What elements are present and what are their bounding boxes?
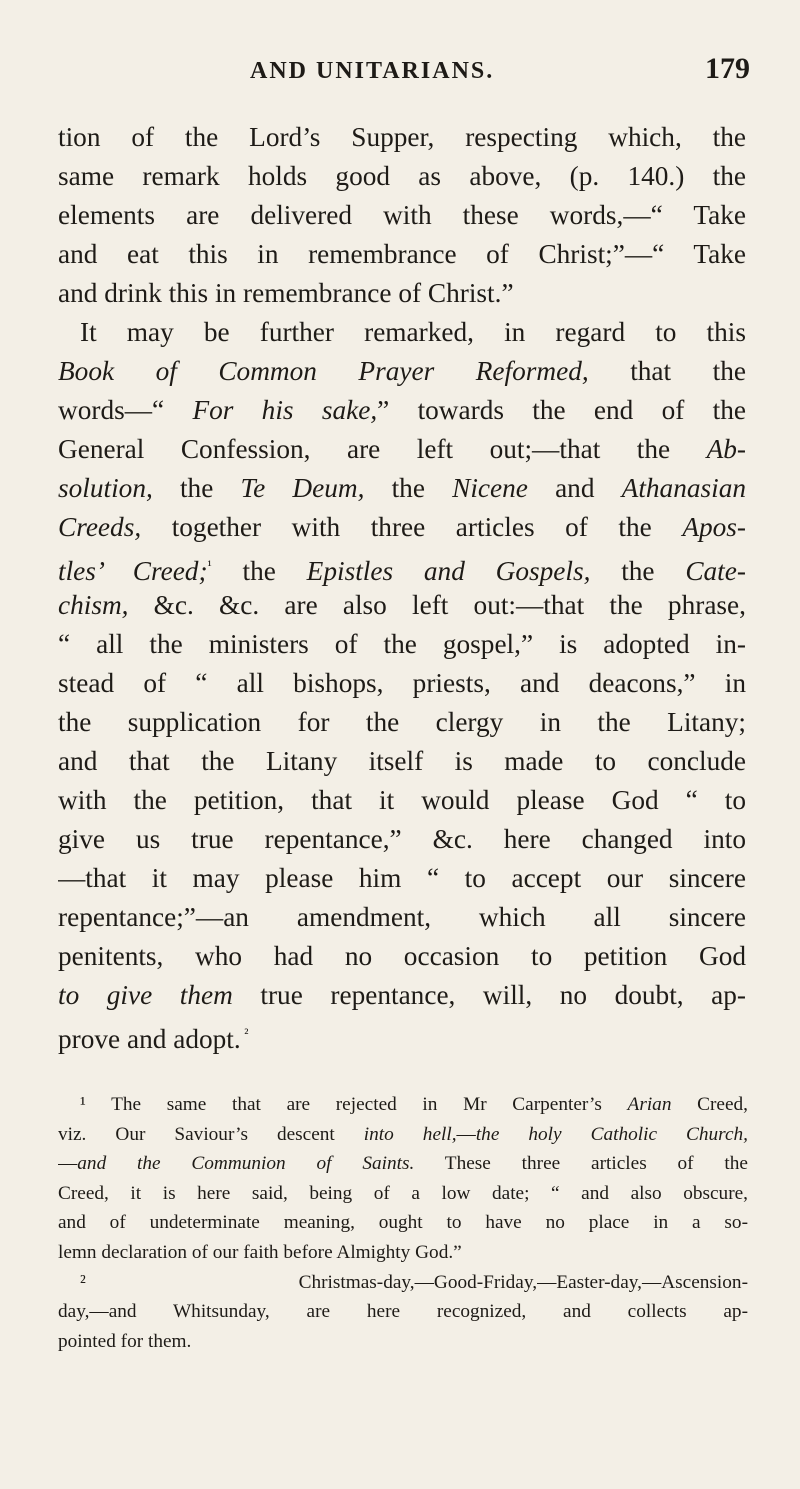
text-line: words—“ For his sake,” towards the end of the xyxy=(58,395,746,425)
text-line: Book of Common Prayer Reformed, that the xyxy=(58,356,746,386)
text-line: and drink this in remembrance of Christ.” xyxy=(58,278,514,308)
text-line: to give them true repentance, will, no doubt, ap- xyxy=(58,980,746,1010)
footnote-line: and of undeterminate meaning, ought to have no place in a so- xyxy=(58,1212,748,1234)
footnote-line: viz. Our Saviour’s descent into hell,—the holy Catholic Church, xyxy=(58,1123,748,1145)
running-head xyxy=(60,52,750,92)
text-line: tion of the Lord’s Supper, respecting which, the xyxy=(58,122,746,152)
footnotes xyxy=(58,1090,748,1356)
footnote-line: ¹ The same that are rejected in Mr Carpenter’s Arian Creed, xyxy=(80,1094,748,1115)
text-line: “ all the ministers of the gospel,” is adopted in- xyxy=(58,629,746,659)
footnote-line: pointed for them. xyxy=(58,1330,192,1352)
page-number: 179 xyxy=(705,52,750,85)
text-line: —that it may please him “ to accept our sincere xyxy=(58,863,746,893)
text-line: give us true repentance,” &c. here changed into xyxy=(58,824,746,854)
text-line: elements are delivered with these words,—“ Take xyxy=(58,200,746,230)
footnote-line: Creed, it is here said, being of a low date; “ and also obscure, xyxy=(58,1182,748,1204)
text-line: stead of “ all bishops, priests, and deacons,” in xyxy=(58,668,746,698)
text-line: tles’ Creed;$^{^1}$ the Epistles and Gospels, the Cate- xyxy=(58,556,746,586)
footnote-line: ² Christmas-day,—Good-Friday,—Easter-day,—Ascension- xyxy=(80,1271,748,1293)
footnote-line: lemn declaration of our faith before Almighty God.” xyxy=(58,1241,462,1263)
text-line: chism, &c. &c. are also left out:—that the phrase, xyxy=(58,590,746,620)
text-line: repentance;”—an amendment, which all sincere xyxy=(58,902,746,932)
text-line: with the petition, that it would please God “ to xyxy=(58,785,746,815)
footnote-line: day,—and Whitsunday, are here recognized, and collects ap- xyxy=(58,1301,748,1323)
text-line: the supplication for the clergy in the Litany; xyxy=(58,707,746,737)
text-line: and that the Litany itself is made to conclude xyxy=(58,746,746,776)
text-line: and eat this in remembrance of Christ;”—“ Take xyxy=(58,239,746,269)
running-title: AND UNITARIANS. xyxy=(250,58,495,84)
text-line: solution, the Te Deum, the Nicene and Athanasian xyxy=(58,473,746,503)
text-line: General Confession, are left out;—that the Ab- xyxy=(58,434,746,464)
text-line: penitents, who had no occasion to petition God xyxy=(58,941,746,971)
body-text xyxy=(58,118,746,1054)
text-line: It may be further remarked, in regard to this xyxy=(80,317,746,347)
text-line: prove and adopt. $^{^2}$ xyxy=(58,1024,249,1054)
text-line: same remark holds good as above, (p. 140.) the xyxy=(58,161,746,191)
footnote-marker: ² xyxy=(240,1027,249,1042)
text-line: Creeds, together with three articles of the Apos- xyxy=(58,512,746,542)
footnote-line: —and the Communion of Saints. These three articles of the xyxy=(58,1153,748,1175)
footnote-marker: ¹ xyxy=(207,559,212,574)
